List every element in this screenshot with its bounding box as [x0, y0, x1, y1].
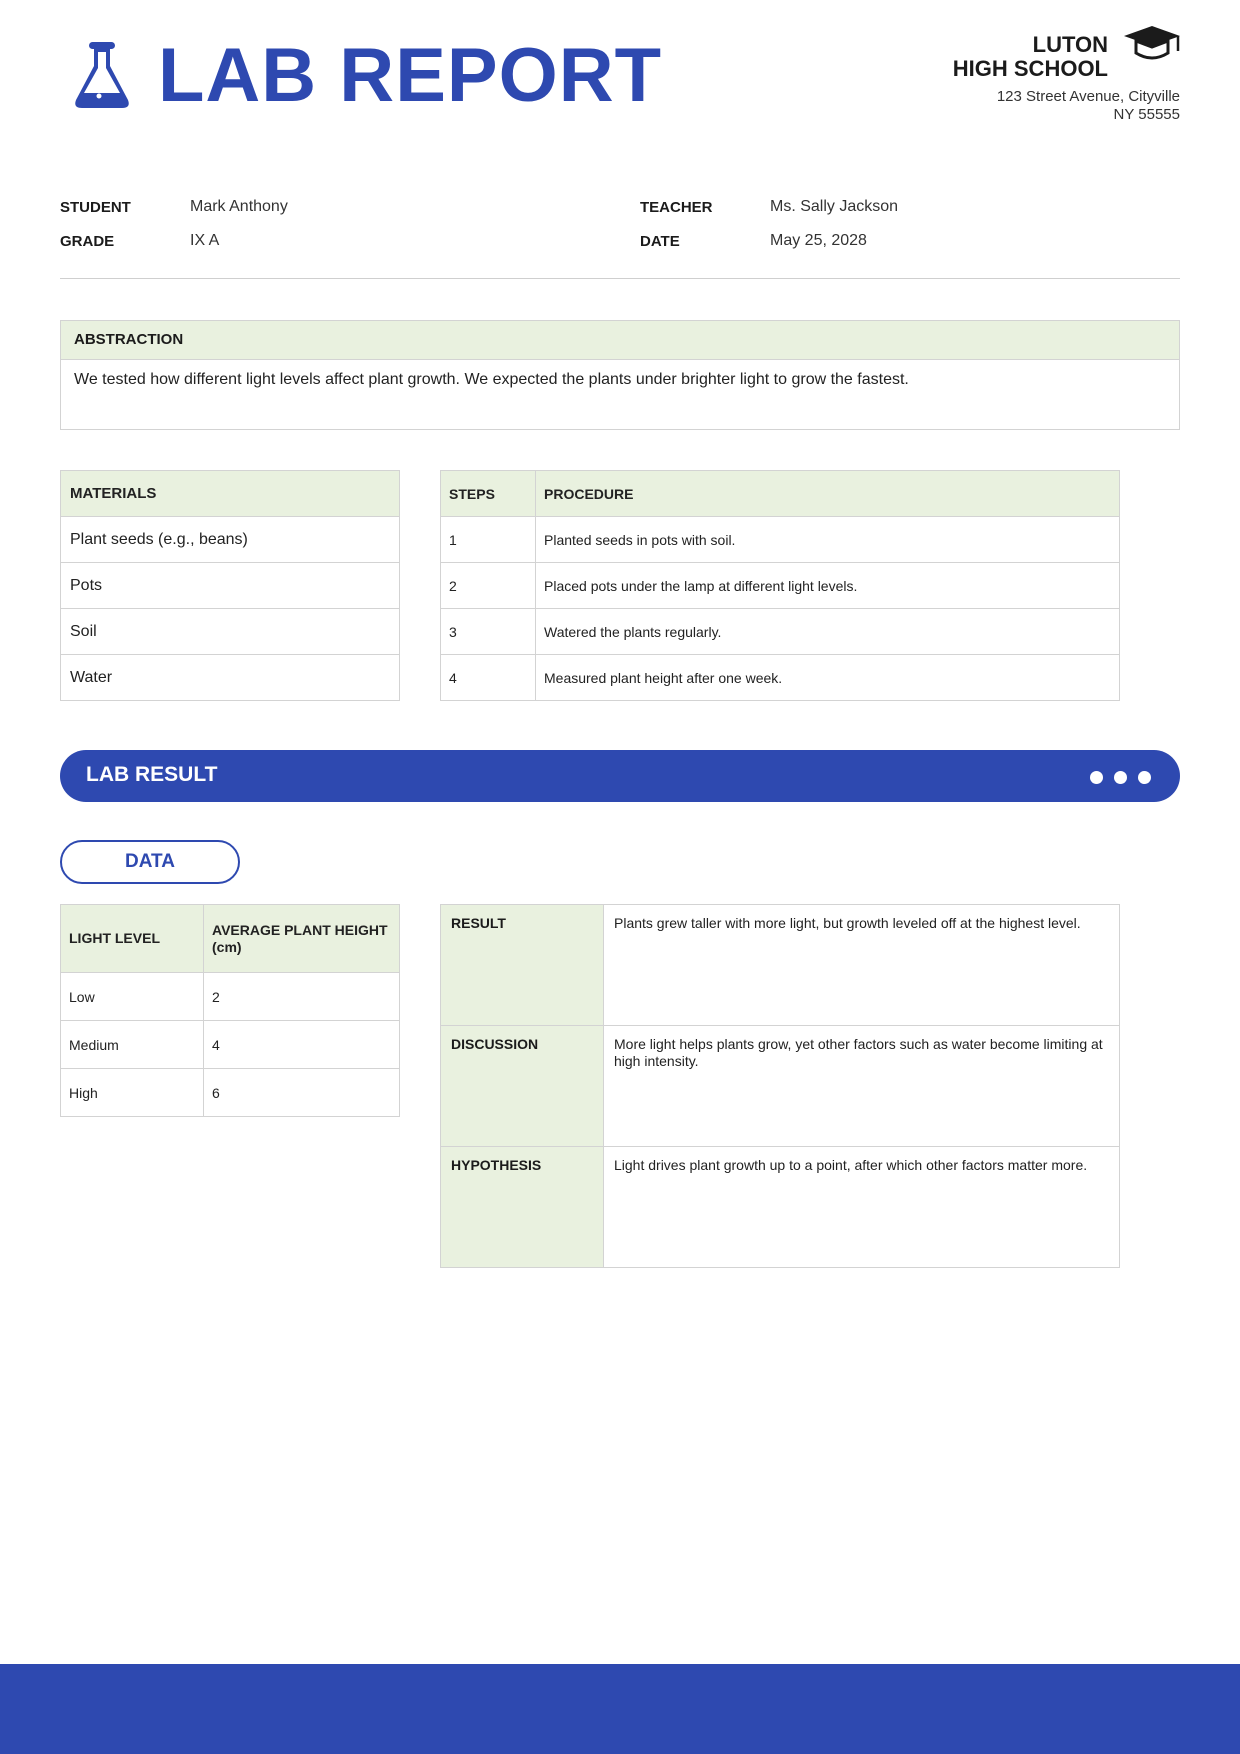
address-line2: NY 55555 — [1113, 106, 1180, 123]
light-level-cell: High — [61, 1069, 204, 1117]
data-row — [61, 1021, 400, 1069]
procedure-header: PROCEDURE — [536, 471, 1120, 517]
data-row — [61, 973, 400, 1021]
teacher-label: TEACHER — [640, 199, 713, 216]
date-value: May 25, 2028 — [770, 232, 867, 249]
step-number: 2 — [441, 563, 536, 609]
procedure-row — [441, 655, 1120, 701]
address-line1: 123 Street Avenue, Cityville — [996, 88, 1180, 105]
dot-icon — [1114, 771, 1127, 784]
dot-icon — [1138, 771, 1151, 784]
student-value: Mark Anthony — [190, 198, 288, 215]
step-text: Placed pots under the lamp at different light levels. — [536, 563, 1120, 609]
materials-heading: MATERIALS — [61, 471, 400, 517]
result-text: Plants grew taller with more light, but growth leveled off at the highest level. — [604, 905, 1120, 1026]
plant-height-header: AVERAGE PLANT HEIGHT (cm) — [204, 905, 400, 973]
result-label: RESULT — [441, 905, 604, 1026]
material-item: Pots — [61, 563, 400, 609]
plant-height-cell: 4 — [204, 1021, 400, 1069]
step-text: Watered the plants regularly. — [536, 609, 1120, 655]
step-number: 3 — [441, 609, 536, 655]
data-table — [60, 904, 400, 1117]
grade-label: GRADE — [60, 233, 115, 250]
school-name — [953, 33, 1108, 81]
materials-table — [60, 470, 400, 701]
hypothesis-label: HYPOTHESIS — [441, 1147, 604, 1268]
step-text: Measured plant height after one week. — [536, 655, 1120, 701]
procedure-table — [440, 470, 1120, 701]
teacher-value: Ms. Sally Jackson — [770, 198, 899, 215]
steps-header: STEPS — [441, 471, 536, 517]
school-name-line1: LUTON — [1032, 32, 1108, 57]
discussion-row — [441, 1026, 1120, 1147]
graduation-cap-icon — [1122, 22, 1182, 64]
step-number: 1 — [441, 517, 536, 563]
step-text: Planted seeds in pots with soil. — [536, 517, 1120, 563]
step-number: 4 — [441, 655, 536, 701]
school-address — [997, 88, 1180, 124]
hypothesis-row — [441, 1147, 1120, 1268]
page-title: LAB REPORT — [158, 33, 662, 118]
procedure-row — [441, 563, 1120, 609]
plant-height-cell: 2 — [204, 973, 400, 1021]
student-label: STUDENT — [60, 199, 131, 216]
abstraction-heading: ABSTRACTION — [61, 321, 1179, 360]
material-item: Soil — [61, 609, 400, 655]
divider — [60, 278, 1180, 279]
light-level-cell: Medium — [61, 1021, 204, 1069]
date-label: DATE — [640, 233, 680, 250]
grade-value: IX A — [190, 232, 220, 249]
footer-band — [0, 1664, 1240, 1754]
data-tab[interactable]: DATA — [60, 840, 240, 884]
lab-result-banner — [60, 750, 1180, 802]
lab-result-heading: LAB RESULT — [86, 763, 218, 786]
discussion-label: DISCUSSION — [441, 1026, 604, 1147]
material-item: Plant seeds (e.g., beans) — [61, 517, 400, 563]
plant-height-cell: 6 — [204, 1069, 400, 1117]
hypothesis-text: Light drives plant growth up to a point, after which other factors matter more. — [604, 1147, 1120, 1268]
light-level-header: LIGHT LEVEL — [61, 905, 204, 973]
result-row — [441, 905, 1120, 1026]
procedure-row — [441, 517, 1120, 563]
material-item: Water — [61, 655, 400, 701]
school-name-line2: HIGH SCHOOL — [952, 56, 1108, 81]
data-row — [61, 1069, 400, 1117]
procedure-row — [441, 609, 1120, 655]
results-table — [440, 904, 1120, 1268]
discussion-text: More light helps plants grow, yet other factors such as water become limiting at high intensity. — [604, 1026, 1120, 1147]
light-level-cell: Low — [61, 973, 204, 1021]
flask-icon — [72, 40, 132, 110]
abstraction-text: We tested how different light levels affect plant growth. We expected the plants under brighter light to grow the fastest. — [74, 371, 909, 388]
abstraction-box — [60, 320, 1180, 430]
dot-icon — [1090, 771, 1103, 784]
